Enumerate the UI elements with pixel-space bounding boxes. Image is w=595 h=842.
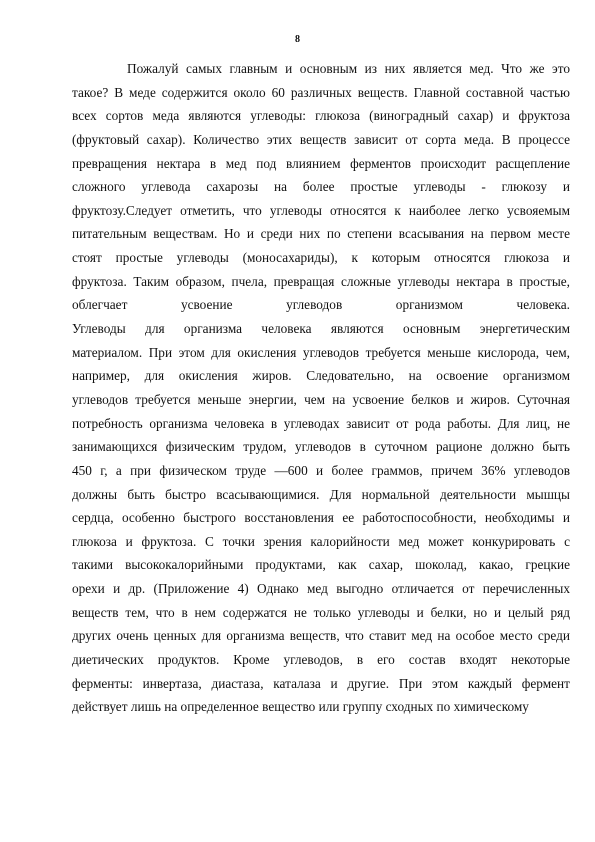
page-number: 8	[295, 34, 300, 45]
text-line: например, для окисления жиров. Следовательно, на освоение организмом	[72, 368, 570, 384]
text-line: (фруктовый сахар). Количество этих веществ зависит от сорта меда. В процессе	[72, 131, 570, 147]
text-line: Углеводы для организма человека являются основным энергетическим	[72, 321, 570, 337]
text-line: углеводов требуется меньше энергии, чем на усвоение белков и жиров. Суточная	[72, 391, 570, 407]
text-line: веществ тем, что в нем содержатся не только углеводы и белки, но и целый ряд	[72, 604, 570, 620]
text-line: всех сортов меда являются углеводы: глюкоза (виноградный сахар) и фруктоза	[72, 108, 570, 124]
text-line: занимающихся физическим трудом, углеводов в суточном рационе должно быть	[72, 439, 570, 455]
body-text	[72, 57, 570, 719]
text-line: потребность организма человека в углеводах зависит от рода работы. Для лиц, не	[72, 415, 570, 431]
text-line: диетических продуктов. Кроме углеводов, в его состав входят некоторые	[72, 652, 570, 668]
text-line: Пожалуй самых главным и основным из них является мед. Что же это	[127, 61, 570, 76]
text-line: стоят простые углеводы (моносахариды), к которым относятся глюкоза и	[72, 250, 570, 266]
text-line: других очень ценных для организма веществ, что ставит мед на особое место среди	[72, 628, 570, 644]
text-line: облегчает усвоение углеводов организмом человека.	[72, 297, 570, 313]
text-line: питательным веществам. Но и среди них по степени всасывания на первом месте	[72, 226, 570, 242]
text-line: должны быть быстро всасывающимися. Для нормальной деятельности мышцы	[72, 486, 570, 502]
text-line: орехи и др. (Приложение 4) Однако мед выгодно отличается от перечисленных	[72, 581, 570, 597]
text-line: 450 г, а при физическом труде —600 и более граммов, причем 36% углеводов	[72, 462, 570, 478]
text-line: сердца, особенно быстрого восстановления ее работоспособности, необходимы и	[72, 510, 570, 526]
text-line: действует лишь на определенное вещество или группу сходных по химическому	[72, 699, 529, 715]
text-line: такими высококалорийными продуктами, как сахар, шоколад, какао, грецкие	[72, 557, 570, 573]
text-line: сложного углевода сахарозы на более простые углеводы - глюкозу и	[72, 179, 570, 195]
text-line: такое? В меде содержится около 60 различных веществ. Главной составной частью	[72, 84, 570, 100]
text-line: материалом. При этом для окисления углеводов требуется меньше кислорода, чем,	[72, 344, 570, 360]
text-line: превращения нектара в мед под влиянием ферментов происходит расщепление	[72, 155, 570, 171]
text-line: фруктозу.Следует отметить, что углеводы относятся к наиболее легко усвояемым	[72, 202, 570, 218]
text-line: ферменты: инвертаза, диастаза, каталаза и другие. При этом каждый фермент	[72, 675, 570, 691]
text-line: глюкоза и фруктоза. С точки зрения калорийности мед может конкурировать с	[72, 533, 570, 549]
text-line: фруктоза. Таким образом, пчела, превращая сложные углеводы нектара в простые,	[72, 273, 570, 289]
